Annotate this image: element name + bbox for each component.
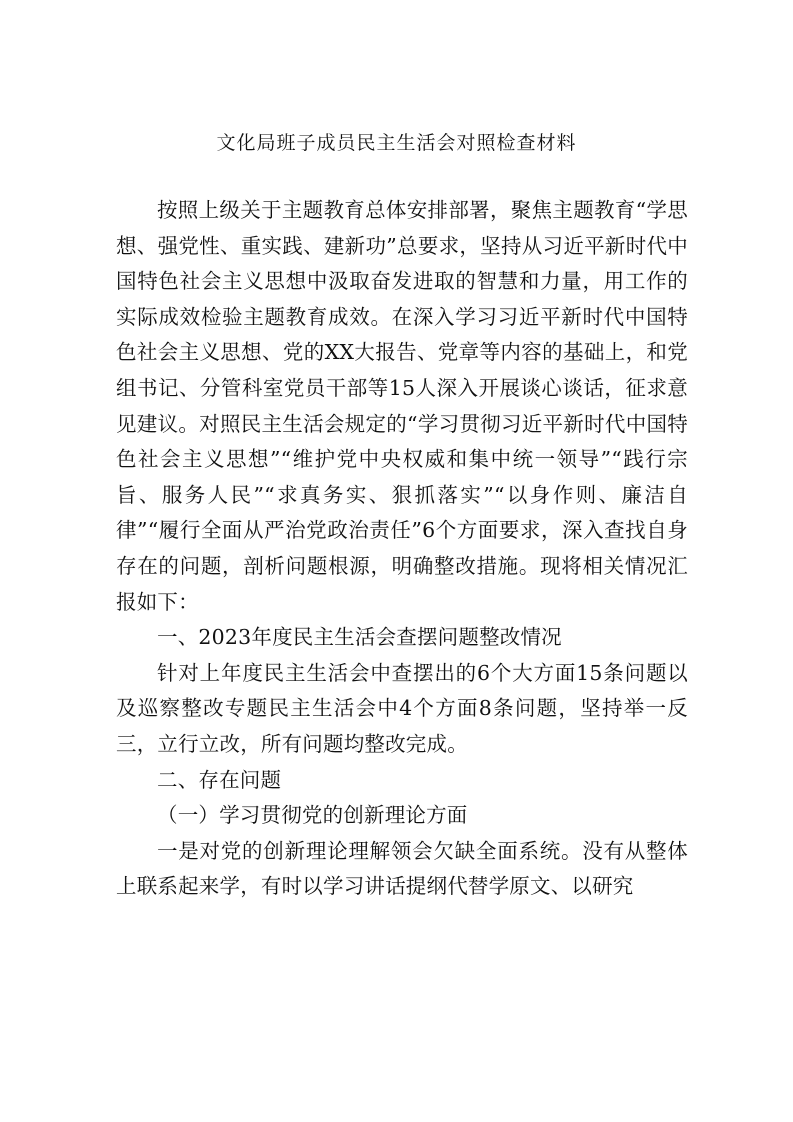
subsection-heading-theory: （一）学习贯彻党的创新理论方面 [157, 803, 468, 828]
rectification-paragraph: 针对上年度民主生活会中查摆出的6个大方面15条问题以及巡察整改专题民主生活会中4个方面8条问题，坚持举一反三，立行立改，所有问题均整改完成。 [116, 660, 688, 756]
intro-paragraph: 按照上级关于主题教育总体安排部署，聚焦主题教育“学思想、强党性、重实践、建新功”总要求，坚持从习近平新时代中国特色社会主义思想中汲取奋发进取的智慧和力量，用工作的实际成效检验主题教育成效。在深入学习习近平新时代中国特色社会主义思想、党的XX大报告、党章等内容的基础上，和党组书记、分管科室党员干部等15人深入开展谈心谈话，征求意见建议。对照民主生活会规定的“学习贯彻习近平新时代中国特色社会主义思想”“维护党中央权威和集中统一领导”“践行宗旨、服务人民”“求真务实、狠抓落实”“以身作则、廉洁自律”“履行全面从严治党政治责任”6个方面要求，深入查找自身存在的问题，剖析问题根源，明确整改措施。现将相关情况汇报如下： [116, 198, 688, 614]
document-body [116, 193, 688, 905]
section-heading-problems: 二、存在问题 [157, 767, 282, 792]
document-title: 文化局班子成员民主生活会对照检查材料 [216, 132, 577, 154]
section-heading-rectification: 一、2023年度民主生活会查摆问题整改情况 [157, 625, 562, 650]
theory-paragraph: 一是对党的创新理论理解领会欠缺全面系统。没有从整体上联系起来学，有时以学习讲话提纲代替学原文、以研究 [116, 838, 688, 899]
